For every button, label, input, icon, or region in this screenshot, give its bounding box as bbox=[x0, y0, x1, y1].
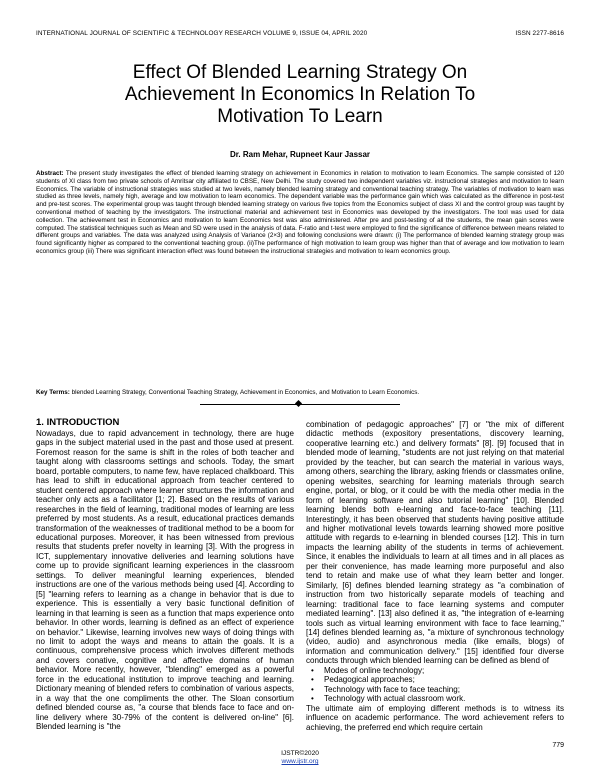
abstract-label: Abstract: bbox=[36, 170, 64, 177]
right-paragraph-2: The ultimate aim of employing different methods is to witness its influence on academic performance. The word achievement refers to achieving, the preferred end which require certain bbox=[306, 703, 564, 732]
key-terms-label: Key Terms: bbox=[36, 389, 70, 396]
abstract bbox=[36, 170, 564, 256]
journal-header: INTERNATIONAL JOURNAL OF SCIENTIFIC & TECHNOLOGY RESEARCH VOLUME 9, ISSUE 04, APRIL 2020 bbox=[36, 30, 368, 37]
title-line-2: Achievement In Economics In Relation To bbox=[124, 84, 476, 105]
page-number: 779 bbox=[552, 742, 564, 749]
section-heading bbox=[36, 418, 294, 428]
right-column bbox=[306, 420, 564, 732]
page-footer bbox=[0, 750, 600, 766]
running-header bbox=[36, 30, 564, 37]
key-terms bbox=[36, 389, 564, 397]
abstract-text: The present study investigates the effect of blended learning strategy on achievement in Economics in relation to motivation to learn Economics. The sample consisted of 120 students of XI class from two private schools of Amritsar city affiliated to CBSE, New Delhi. The study covered two independent variables viz. instructional strategies and motivation to learn Economics. The variable of instructional strategies was studied at two levels, namely blended learning strategy and conventional teaching strategy. The variables of motivation to learn was studied as three levels, namely high, average and low motivation to learn economics. The dependent variable was the performance gain which was calculated as the difference in post-test and pre-test scores. The experimental group was taught through blended learning strategy on various five topics from the Economics subject of class XI and the control group was taught by conventional method of teaching by the investigators. The instructional material and achievement test in Economics was developed by the investigators. The tool was used for data collection. The achievement test in Economics and motivation to learn Economics test was also administered. After pre and post-testing of all the students, the mean gain scores were computed. The statistical techniques such as Mean and SD were used in the analysis of data. F-ratio and t-test were employed to find the significance of difference between means related to different groups and variables. The data was analyzed using Analysis of Variance (2×3) and following conclusions were drawn: (i) The performance of blended learning strategy group was found significantly higher as compared to the conventional teaching group. (ii)The performance of high motivation to learn group was higher than that of average and low motivation to learn economics group (iii) There was significant interaction effect was found between the instructional strategies and motivation to learn economics group. bbox=[36, 170, 564, 255]
footer-org: IJSTR©2020 bbox=[281, 750, 319, 757]
section-number: 1. bbox=[36, 417, 44, 428]
key-terms-text: blended Learning Strategy, Conventional Teaching Strategy, Achievement in Economics, and Motivation to Learn Economics. bbox=[69, 389, 420, 396]
right-paragraph-1: combination of pedagogic approaches" [7] or "the mix of different didactic methods (expository presentations, discovery learning, cooperative learning etc.) and delivery formats" [8]. [9] focused that in blended mode of learning, "students are not just relying on that material provided by the teacher, but can search the material in various ways, among others, searching the library, asking friends or classmates online, opening websites, searching for learning materials through search engine, portal, or blog, or it could be with the media other media in the form of learning software and also tutorial learning" [10]. Blended learning blends both e-learning and face-to-face teaching [11]. Interestingly, it has been observed that students having positive attitude and higher motivational levels towards learning showed more positive attitude with regards to e-learning in blended courses [12]. This in turn impacts the learning ability of the students in terms of achievement. Since, it enables the individuals to learn at all times and in all places as per their convenience, has made learning more purposeful and also tend to retain and make use of what they learn better and longer. Similarly, [6] defines blended learning strategy as "a combination of instruction from two historically separate models of teaching and learning: traditional face to face learning systems and computer mediated learning". [13] also defined it as, "the integration of e-learning tools such as virtual learning environment with face to face learning," [14] defines blended learning as, "a mixture of synchronous technology (video, audio) and asynchronous media (like emails, blogs) of information and communication delivery." [15] identified four diverse conducts through which blended learning can be defined as blend of bbox=[306, 420, 564, 666]
left-column bbox=[36, 418, 294, 732]
intro-paragraph: Nowadays, due to rapid advancement in technology, there are huge gaps in the subject material used in the past and those used at present. Foremost reason for the same is shift in the roles of both teacher and taught along with classrooms settings and schools. Today, the smart board, portable computers, to name few, have replaced chalkboard. This has lead to shift in educational approach from teacher centered to student centered approach where learner structures the information and teacher only acts as a facilitator [1; 2]. Based on the results of various researches in the field of learning, traditional modes of learning are less preferred by most students. As a result, educational practices demands transformation of the weaknesses of traditional method to be a boom for educational purposes. Moreover, it has been witnessed from previous results that students prefer novelty in learning [3]. With the progress in ICT, supplementary innovative deliveries and learning solutions have come up to provide significant learning experiences in the classroom settings. To deliver meaningful learning experiences, blended instructions are one of the various methods being used [4]. According to [5] "learning refers to learning as a change in behavior that is due to experience. This is essentially a very basic functional definition of learning in that learning is seen as a function that maps experience onto behavior. In other words, learning is defined as an effect of experience on behavior." Likewise, learning involves new ways of doing things with no limit to adopt the ways and means to attain the goals. It is a continuous, comprehensive process which involves different methods and covers conative, cognitive and affective domains of human behavior. More recently, however, "blending" emerged as a powerful force in the educational institution to improve teaching and learning. Dictionary meaning of blended refers to combination of various aspects, in a way that the one compliments the other. The Sloan consortium defined blended course as, "a course that blends face to face and on-line delivery where 30-79% of the content is delivered on-line" [6]. Blended learning is "the bbox=[36, 429, 294, 732]
title-line-1: Effect Of Blended Learning Strategy On bbox=[132, 62, 468, 83]
list-item: • Pedagogical approaches; bbox=[324, 675, 564, 684]
list-item: • Modes of online technology; bbox=[324, 666, 564, 675]
paper-title bbox=[40, 62, 560, 128]
issn-header: ISSN 2277-8616 bbox=[515, 30, 564, 37]
list-item: • Technology with face to face teaching; bbox=[324, 685, 564, 694]
footer-url-link[interactable]: www.ijstr.org bbox=[281, 758, 319, 765]
list-item: • Technology with actual classroom work. bbox=[324, 694, 564, 703]
blend-list bbox=[306, 666, 564, 704]
section-title: INTRODUCTION bbox=[46, 417, 120, 428]
title-line-3: Motivation To Learn bbox=[217, 106, 383, 127]
authors: Dr. Ram Mehar, Rupneet Kaur Jassar bbox=[229, 150, 371, 159]
divider-diamond-icon bbox=[295, 400, 302, 407]
